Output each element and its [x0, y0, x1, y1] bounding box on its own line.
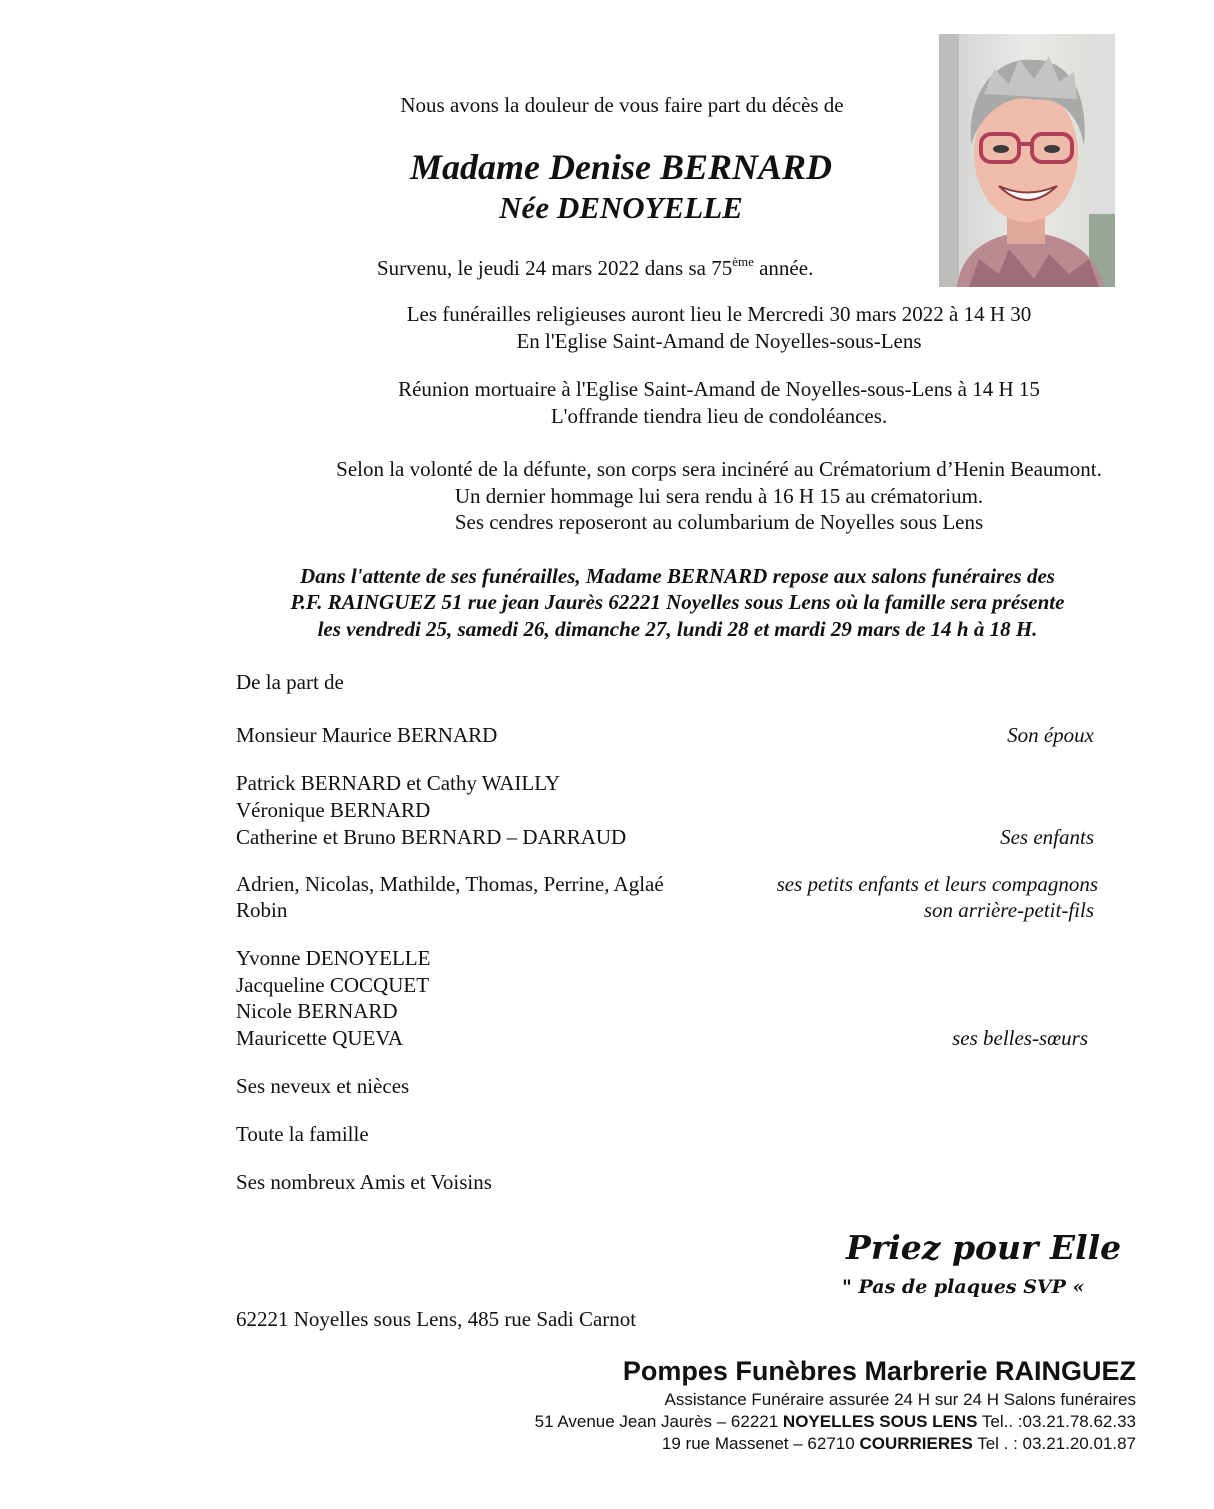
family-name: Toute la famille: [236, 1122, 369, 1146]
salons-line-2: P.F. RAINGUEZ 51 rue jean Jaurès 62221 Noyelles sous Lens où la famille sera présente: [290, 590, 1065, 614]
family-name: Robin: [236, 898, 288, 922]
family-row: [236, 722, 1098, 748]
family-row: [236, 770, 1098, 796]
death-date-line: [377, 255, 813, 281]
family-row: [236, 1121, 1098, 1147]
family-name: Jacqueline COCQUET: [236, 973, 430, 997]
reunion-line-1: Réunion mortuaire à l'Eglise Saint-Amand de Noyelles-sous-Lens à 14 H 15: [398, 377, 1040, 401]
funeral-home-name: Pompes Funèbres Marbrerie RAINGUEZ: [622, 1356, 1136, 1386]
family-row: [236, 824, 1098, 850]
family-row: [236, 871, 1098, 897]
address-1-city: NOYELLES SOUS LENS: [782, 1412, 978, 1431]
family-name: Adrien, Nicolas, Mathilde, Thomas, Perrine, Aglaé: [236, 872, 664, 896]
address-1-phone: Tel.. :03.21.78.62.33: [977, 1412, 1136, 1431]
family-row: [236, 1073, 1098, 1099]
family-relation: ses petits enfants et leurs compagnons: [776, 872, 1098, 896]
intro-line: Nous avons la douleur de vous faire part du décès de: [400, 93, 844, 117]
family-intro: De la part de: [236, 670, 344, 694]
maiden-name: Née DENOYELLE: [499, 190, 743, 225]
family-row: [236, 1025, 1098, 1051]
reunion-line-2: L'offrande tiendra lieu de condoléances.: [550, 404, 888, 428]
funeral-line-2: En l'Eglise Saint-Amand de Noyelles-sous-Lens: [516, 329, 922, 353]
family-name: Véronique BERNARD: [236, 798, 431, 822]
family-row: [236, 998, 1098, 1024]
family-row: [236, 945, 1098, 971]
family-name: Patrick BERNARD et Cathy WAILLY: [236, 771, 561, 795]
deceased-name: Madame Denise BERNARD: [409, 147, 833, 187]
family-name: Monsieur Maurice BERNARD: [236, 723, 498, 747]
funeral-line-1: Les funérailles religieuses auront lieu le Mercredi 30 mars 2022 à 14 H 30: [406, 302, 1032, 326]
ordinal-suffix: ème: [732, 254, 754, 269]
address-1-street: 51 Avenue Jean Jaurès – 62221: [534, 1412, 783, 1431]
death-date-text: Survenu, le jeudi 24 mars 2022 dans sa 75: [377, 256, 733, 280]
family-row: [236, 897, 1098, 923]
cremation-line-2: Un dernier hommage lui sera rendu à 16 H 15 au crématorium.: [454, 484, 984, 508]
family-relation: Ses enfants: [1000, 825, 1094, 849]
salons-line-3: les vendredi 25, samedi 26, dimanche 27, lundi 28 et mardi 29 mars de 14 h à 18 H.: [317, 617, 1038, 641]
family-row: [236, 797, 1098, 823]
funeral-home-address-2: [662, 1433, 1136, 1455]
family-name: Yvonne DENOYELLE: [236, 946, 431, 970]
death-date-end: année.: [753, 256, 814, 280]
address-2-street: 19 rue Massenet – 62710: [661, 1434, 860, 1453]
cremation-line-1: Selon la volonté de la défunte, son corps sera incinéré au Crématorium d’Henin Beaumont.: [336, 457, 1102, 481]
funeral-home-address-1: [535, 1411, 1136, 1433]
family-name: Nicole BERNARD: [236, 999, 398, 1023]
no-plaques-text: " Pas de plaques SVP «: [842, 1276, 1085, 1298]
portrait-photo: [939, 34, 1115, 287]
portrait-image: [939, 34, 1115, 287]
family-relation: Son époux: [1007, 723, 1094, 747]
family-name: Mauricette QUEVA: [236, 1026, 403, 1050]
family-row: [236, 972, 1098, 998]
family-name: Ses neveux et nièces: [236, 1074, 410, 1098]
family-relation: son arrière-petit-fils: [923, 898, 1094, 922]
pray-text: Priez pour Elle: [846, 1228, 1122, 1267]
funeral-home-assistance: Assistance Funéraire assurée 24 H sur 24 H Salons funéraires: [664, 1390, 1136, 1409]
address-2-city: COURRIERES: [859, 1434, 973, 1453]
family-address: 62221 Noyelles sous Lens, 485 rue Sadi Carnot: [236, 1307, 637, 1331]
family-row: [236, 1169, 1098, 1195]
address-2-phone: Tel . : 03.21.20.01.87: [972, 1434, 1136, 1453]
family-relation: ses belles-sœurs: [952, 1026, 1088, 1050]
family-name: Catherine et Bruno BERNARD – DARRAUD: [236, 825, 627, 849]
family-name: Ses nombreux Amis et Voisins: [236, 1170, 492, 1194]
salons-line-1: Dans l'attente de ses funérailles, Madame BERNARD repose aux salons funéraires des: [300, 564, 1055, 588]
cremation-line-3: Ses cendres reposeront au columbarium de Noyelles sous Lens: [454, 510, 984, 534]
